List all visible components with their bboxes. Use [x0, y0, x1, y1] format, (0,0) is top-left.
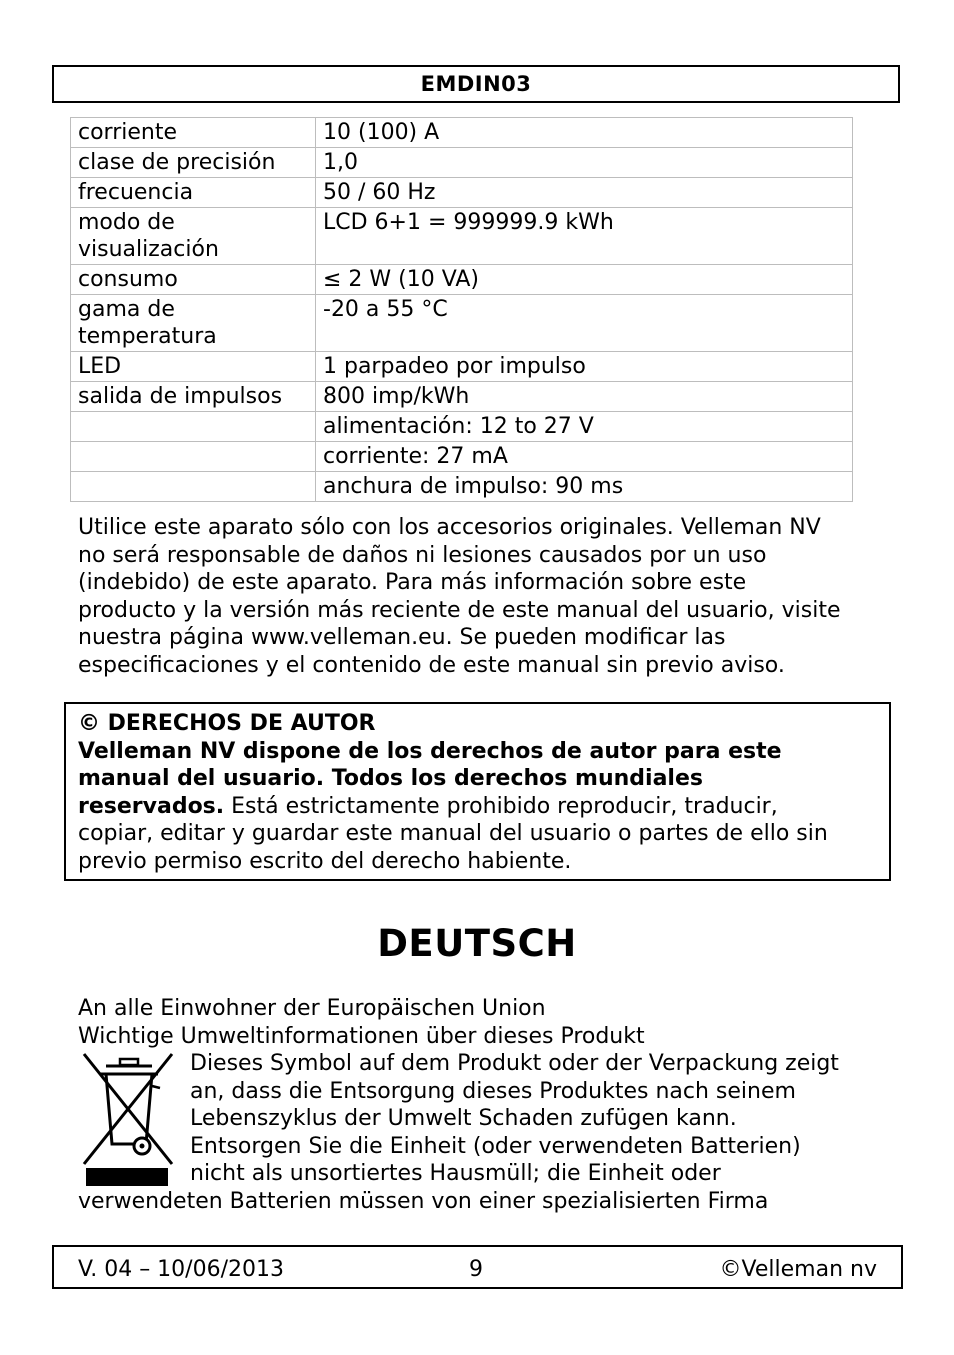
deutsch-body-line: Entsorgen Sie die Einheit (oder verwendeten Batterien): [190, 1133, 801, 1159]
table-row: [71, 178, 853, 208]
usage-note-line: producto y la versión más reciente de este manual del usuario, visite: [78, 597, 841, 623]
table-row: [71, 208, 853, 265]
copyright-bold-line: Velleman NV dispone de los derechos de autor para este: [78, 738, 782, 764]
spec-value: 1,0: [316, 148, 853, 178]
usage-note: [78, 514, 878, 679]
spec-label: [71, 412, 316, 442]
deutsch-body-line: Lebenszyklus der Umwelt Schaden zufügen kann.: [190, 1106, 737, 1131]
spec-label: clase de precisión: [71, 148, 316, 178]
spec-label: consumo: [71, 265, 316, 295]
copyright-bold-line: manual del usuario. Todos los derechos mundiales: [78, 766, 703, 791]
spec-value: 50 / 60 Hz: [316, 178, 853, 208]
copyright-title: © DERECHOS DE AUTOR: [78, 711, 376, 736]
spec-label: salida de impulsos: [71, 382, 316, 412]
deutsch-body-line: verwendeten Batterien müssen von einer spezialisierten Firma: [78, 1188, 769, 1214]
usage-note-line: nuestra página www.velleman.eu. Se pueden modificar las: [78, 625, 726, 650]
spec-value: ≤ 2 W (10 VA): [316, 265, 853, 295]
spec-label: LED: [71, 352, 316, 382]
usage-note-line: (indebido) de este aparato. Para más información sobre este: [78, 570, 747, 595]
table-row: [71, 382, 853, 412]
table-row: [71, 265, 853, 295]
weee-crossed-bin-icon: [80, 1052, 178, 1188]
spec-label: gama de temperatura: [71, 295, 316, 352]
spec-value: 800 imp/kWh: [316, 382, 853, 412]
copyright-line-rest: Está estrictamente prohibido reproducir, traducir,: [224, 793, 778, 819]
spec-value: 10 (100) A: [316, 118, 853, 148]
deutsch-intro-line: Wichtige Umweltinformationen über dieses Produkt: [78, 1023, 645, 1049]
spec-table: [70, 117, 853, 502]
copyright-box: [64, 702, 891, 881]
copyright-line: previo permiso escrito del derecho habiente.: [78, 848, 572, 874]
deutsch-body-line: an, dass die Entsorgung dieses Produktes nach seinem: [190, 1078, 796, 1104]
spec-label: frecuencia: [71, 178, 316, 208]
page-footer: [52, 1245, 903, 1289]
spec-label: corriente: [71, 118, 316, 148]
spec-value: alimentación: 12 to 27 V: [316, 412, 853, 442]
table-row: [71, 412, 853, 442]
spec-label: modo de visualización: [71, 208, 316, 265]
model-code: EMDIN03: [420, 72, 532, 96]
spec-value: corriente: 27 mA: [316, 442, 853, 472]
table-row: [71, 118, 853, 148]
copyright-line: [78, 793, 877, 821]
spec-label: [71, 472, 316, 502]
table-row: [71, 352, 853, 382]
spec-value: -20 a 55 °C: [316, 295, 853, 352]
table-row: [71, 472, 853, 502]
spec-value: LCD 6+1 = 999999.9 kWh: [316, 208, 853, 265]
usage-note-line: Utilice este aparato sólo con los accesorios originales. Velleman NV: [78, 515, 821, 540]
document-header: [52, 65, 900, 103]
spec-value: 1 parpadeo por impulso: [316, 352, 853, 382]
deutsch-body-line: Dieses Symbol auf dem Produkt oder der Verpackung zeigt: [190, 1051, 839, 1076]
section-title: DEUTSCH: [377, 922, 577, 965]
table-row: [71, 148, 853, 178]
deutsch-intro-line: An alle Einwohner der Europäischen Union: [78, 996, 546, 1021]
table-row: [71, 295, 853, 352]
footer-copyright: ©Velleman nv: [719, 1257, 877, 1282]
usage-note-line: no será responsable de daños ni lesiones causados por un uso: [78, 542, 767, 568]
spec-label: [71, 442, 316, 472]
footer-page-number: 9: [469, 1257, 483, 1282]
usage-note-line: especificaciones y el contenido de este manual sin previo aviso.: [78, 652, 785, 678]
deutsch-body-line: nicht als unsortiertes Hausmüll; die Einheit oder: [190, 1161, 721, 1186]
deutsch-section: [78, 995, 898, 1215]
copyright-line: copiar, editar y guardar este manual del usuario o partes de ello sin: [78, 821, 828, 846]
table-row: [71, 442, 853, 472]
footer-version: V. 04 – 10/06/2013: [78, 1257, 284, 1282]
copyright-bold-word: reservados.: [78, 793, 225, 819]
spec-value: anchura de impulso: 90 ms: [316, 472, 853, 502]
